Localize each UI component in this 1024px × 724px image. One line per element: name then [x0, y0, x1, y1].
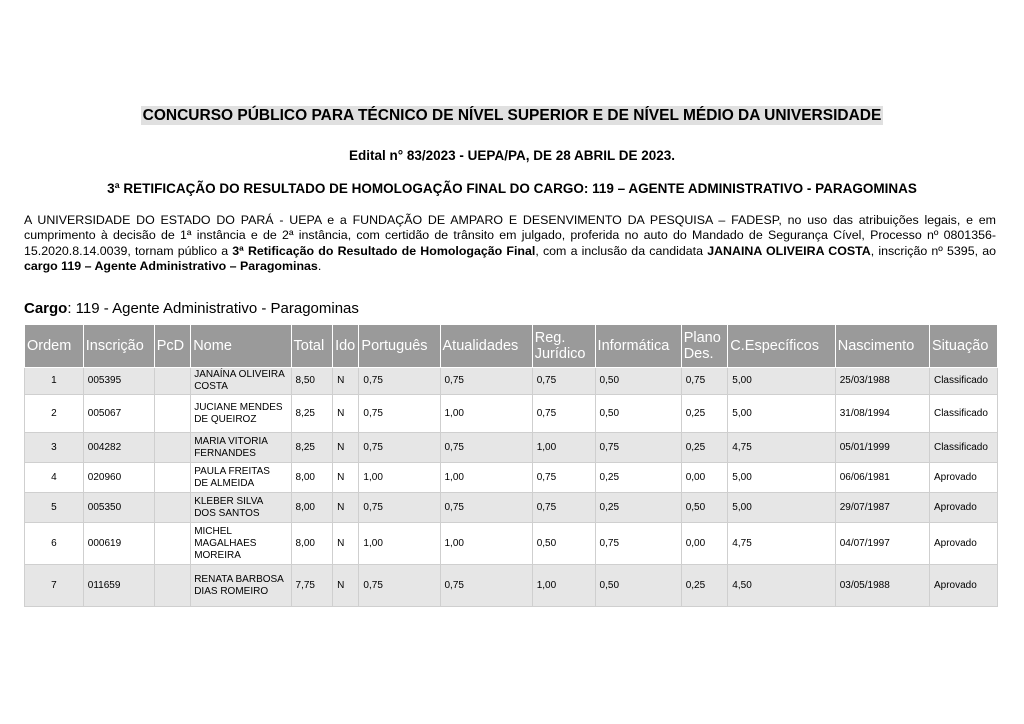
table-cell: 05/01/1999	[835, 433, 929, 463]
table-cell: 0,50	[595, 565, 681, 607]
table-cell: 8,25	[291, 395, 333, 433]
table-cell: RENATA BARBOSA DIAS ROMEIRO	[191, 565, 291, 607]
table-row	[25, 433, 998, 463]
table-cell: Aprovado	[929, 565, 997, 607]
table-cell: 0,75	[532, 395, 595, 433]
table-cell: 0,75	[359, 433, 440, 463]
table-cell: 8,25	[291, 433, 333, 463]
table-cell: 0,75	[359, 395, 440, 433]
table-cell: 6	[25, 523, 84, 565]
column-header: Informática	[595, 325, 681, 368]
table-cell: 1,00	[440, 463, 532, 493]
table-cell: 8,50	[291, 368, 333, 395]
table-cell: 0,75	[532, 368, 595, 395]
table-cell: 1	[25, 368, 84, 395]
table-cell	[154, 565, 190, 607]
table-cell: 0,25	[681, 565, 728, 607]
table-cell: Classificado	[929, 433, 997, 463]
table-cell: 03/05/1988	[835, 565, 929, 607]
table-cell: Classificado	[929, 395, 997, 433]
table-header-row	[25, 325, 998, 368]
table-cell: Aprovado	[929, 493, 997, 523]
column-header: Reg. Jurídico	[532, 325, 595, 368]
table-cell: 1,00	[440, 523, 532, 565]
table-cell: N	[333, 433, 359, 463]
table-cell: 0,75	[440, 368, 532, 395]
intro-paragraph: A UNIVERSIDADE DO ESTADO DO PARÁ - UEPA e a FUNDAÇÃO DE AMPARO E DESENVIMENTO DA PESQUISA – FADESP, no uso das atribuições legais, e em cumprimento à decisão de 1ª instância e de 2ª instância, com certidão de trânsito em julgado, proferida no auto do Mandado de Segurança Cível, Processo nº 0801356-15.2020.8.14.0039, tornam público a 3ª Retificação do Resultado de Homologação Final, com a inclusão da candidata JANAINA OLIVEIRA COSTA, inscrição nº 5395, ao cargo 119 – Agente Administrativo – Paragominas.	[24, 213, 996, 274]
table-cell: 8,00	[291, 493, 333, 523]
table-cell: 5,00	[728, 395, 835, 433]
table-cell: 0,50	[595, 368, 681, 395]
table-cell: 5,00	[728, 368, 835, 395]
table-cell: 1,00	[359, 523, 440, 565]
table-cell: 0,75	[681, 368, 728, 395]
table-cell: 0,75	[440, 565, 532, 607]
table-cell: 011659	[83, 565, 154, 607]
table-cell: 000619	[83, 523, 154, 565]
table-cell: N	[333, 368, 359, 395]
table-row	[25, 368, 998, 395]
table-cell: 0,00	[681, 463, 728, 493]
table-cell: 004282	[83, 433, 154, 463]
table-cell: 1,00	[440, 395, 532, 433]
table-cell: 5,00	[728, 463, 835, 493]
table-cell: 0,25	[595, 493, 681, 523]
column-header: Plano Des.	[681, 325, 728, 368]
table-cell: 4,75	[728, 523, 835, 565]
column-header: Total	[291, 325, 333, 368]
table-cell: 0,75	[440, 493, 532, 523]
table-cell: 3	[25, 433, 84, 463]
table-cell: 5,00	[728, 493, 835, 523]
document-title: CONCURSO PÚBLICO PARA TÉCNICO DE NÍVEL SUPERIOR E DE NÍVEL MÉDIO DA UNIVERSIDADE	[142, 107, 882, 124]
column-header: Ordem	[25, 325, 84, 368]
table-row	[25, 395, 998, 433]
table-cell: 0,75	[532, 463, 595, 493]
table-cell: 25/03/1988	[835, 368, 929, 395]
table-cell: 0,75	[359, 368, 440, 395]
column-header: Atualidades	[440, 325, 532, 368]
table-cell: 0,50	[532, 523, 595, 565]
table-cell: N	[333, 493, 359, 523]
table-cell: 005067	[83, 395, 154, 433]
table-cell: N	[333, 395, 359, 433]
table-row	[25, 523, 998, 565]
table-cell: 0,25	[681, 395, 728, 433]
table-cell: 8,00	[291, 523, 333, 565]
table-cell: 0,75	[440, 433, 532, 463]
table-cell: 020960	[83, 463, 154, 493]
table-cell: N	[333, 565, 359, 607]
table-cell: 005350	[83, 493, 154, 523]
table-cell: 0,50	[595, 395, 681, 433]
table-cell: 7	[25, 565, 84, 607]
table-cell: 04/07/1997	[835, 523, 929, 565]
table-cell: 0,75	[359, 493, 440, 523]
table-cell: 31/08/1994	[835, 395, 929, 433]
results-table	[24, 324, 998, 607]
table-cell: 1,00	[532, 433, 595, 463]
table-cell	[154, 523, 190, 565]
table-cell: 4,75	[728, 433, 835, 463]
table-cell: 0,25	[595, 463, 681, 493]
table-cell: JUCIANE MENDES DE QUEIROZ	[191, 395, 291, 433]
table-cell	[154, 463, 190, 493]
table-cell: N	[333, 463, 359, 493]
retificacao-heading: 3ª RETIFICAÇÃO DO RESULTADO DE HOMOLOGAÇÃO FINAL DO CARGO: 119 – AGENTE ADMINISTRATIVO - PARAGOMINAS	[107, 181, 917, 196]
edital-line: Edital n° 83/2023 - UEPA/PA, DE 28 ABRIL DE 2023.	[348, 148, 676, 163]
column-header: Nome	[191, 325, 291, 368]
table-cell	[154, 368, 190, 395]
table-cell: 5	[25, 493, 84, 523]
column-header: PcD	[154, 325, 190, 368]
table-cell: 0,00	[681, 523, 728, 565]
table-cell	[154, 493, 190, 523]
table-cell: PAULA FREITAS DE ALMEIDA	[191, 463, 291, 493]
table-cell: 0,75	[532, 493, 595, 523]
column-header: Situação	[929, 325, 997, 368]
table-cell: 0,75	[359, 565, 440, 607]
table-row	[25, 565, 998, 607]
table-row	[25, 493, 998, 523]
table-row	[25, 463, 998, 493]
table-body	[25, 368, 998, 607]
table-cell: 7,75	[291, 565, 333, 607]
table-cell: 0,25	[681, 433, 728, 463]
table-cell: 1,00	[359, 463, 440, 493]
table-cell: 005395	[83, 368, 154, 395]
column-header: Inscrição	[83, 325, 154, 368]
column-header: Ido	[333, 325, 359, 368]
table-cell: MARIA VITORIA FERNANDES	[191, 433, 291, 463]
table-cell: 0,75	[595, 433, 681, 463]
table-cell: JANAÍNA OLIVEIRA COSTA	[191, 368, 291, 395]
column-header: Português	[359, 325, 440, 368]
table-cell: Aprovado	[929, 463, 997, 493]
table-cell	[154, 395, 190, 433]
table-cell: 0,75	[595, 523, 681, 565]
table-cell: Aprovado	[929, 523, 997, 565]
table-cell: KLEBER SILVA DOS SANTOS	[191, 493, 291, 523]
table-cell: 06/06/1981	[835, 463, 929, 493]
table-cell: MICHEL MAGALHAES MOREIRA	[191, 523, 291, 565]
cargo-line: Cargo: 119 - Agente Administrativo - Paragominas	[24, 300, 359, 317]
table-cell: 8,00	[291, 463, 333, 493]
table-cell	[154, 433, 190, 463]
column-header: C.Específicos	[728, 325, 835, 368]
table-cell: 4,50	[728, 565, 835, 607]
table-cell: N	[333, 523, 359, 565]
table-cell: 29/07/1987	[835, 493, 929, 523]
table-cell: Classificado	[929, 368, 997, 395]
table-cell: 4	[25, 463, 84, 493]
table-cell: 0,50	[681, 493, 728, 523]
column-header: Nascimento	[835, 325, 929, 368]
table-cell: 1,00	[532, 565, 595, 607]
table-cell: 2	[25, 395, 84, 433]
